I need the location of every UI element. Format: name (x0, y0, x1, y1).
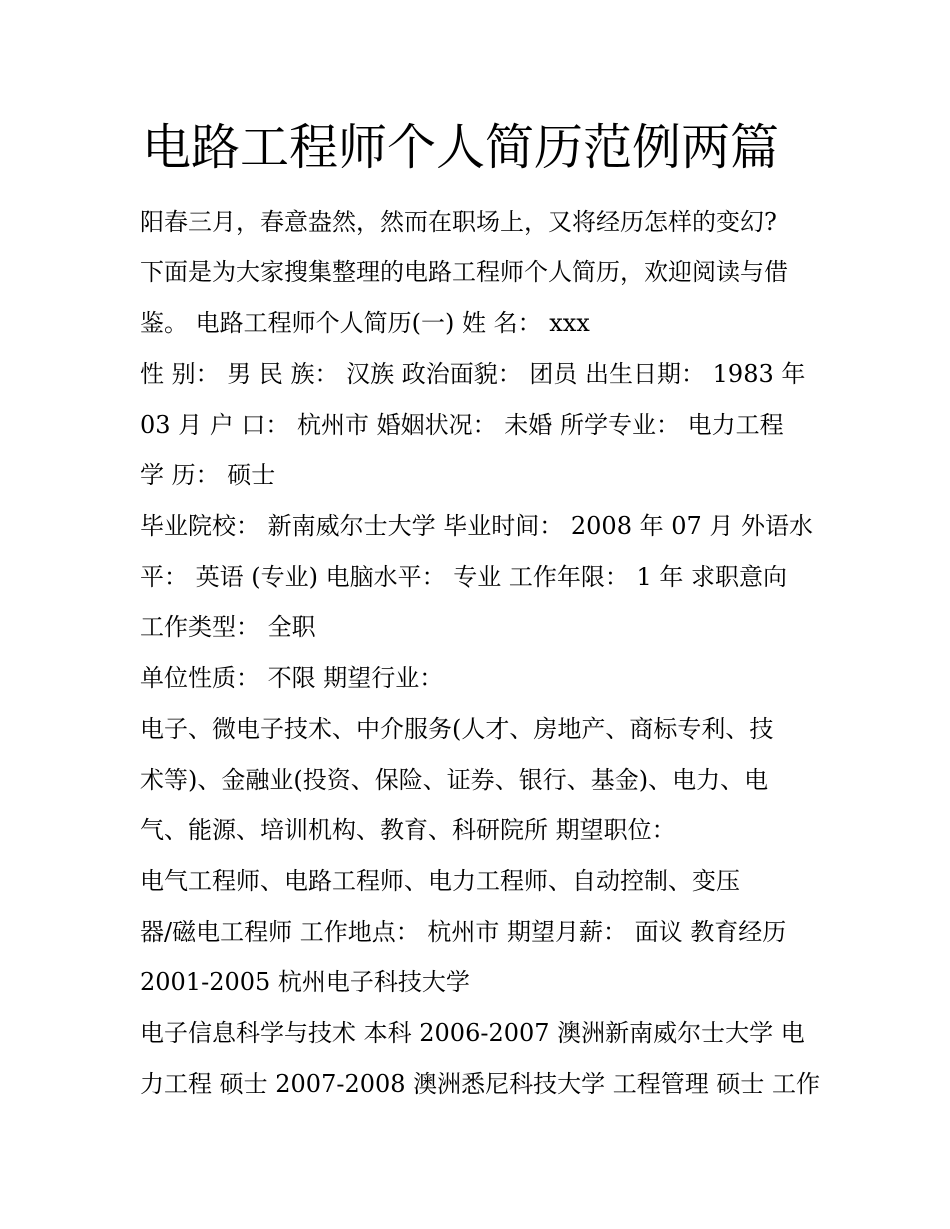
body-line: 术等)、金融业(投资、保险、证券、银行、基金)、电力、电 (140, 766, 769, 794)
body-line: 学 历： 硕士 (140, 461, 276, 489)
body-line: 力工程 硕士 2007-2008 澳洲悉尼科技大学 工程管理 硕士 工作 (140, 1070, 821, 1098)
body-line: 电气工程师、电路工程师、电力工程师、自动控制、变压 (140, 867, 740, 895)
body-line: 气、能源、培训机构、教育、科研院所 期望职位： (140, 816, 676, 844)
document-title: 电路工程师个人简历范例两篇 (142, 119, 780, 176)
body-line: 鉴。 电路工程师个人简历(一) 姓 名： xxx (140, 309, 590, 337)
body-line: 下面是为大家搜集整理的电路工程师个人简历，欢迎阅读与借 (140, 258, 788, 286)
body-line: 毕业院校： 新南威尔士大学 毕业时间： 2008 年 07 月 外语水 (140, 512, 814, 540)
body-line: 2001-2005 杭州电子科技大学 (140, 968, 470, 996)
body-line: 单位性质： 不限 期望行业： (140, 664, 444, 692)
body-line: 工作类型： 全职 (140, 613, 316, 641)
body-line: 平： 英语 (专业) 电脑水平： 专业 工作年限： 1 年 求职意向 (140, 563, 788, 591)
body-line: 阳春三月，春意盎然，然而在职场上，又将经历怎样的变幻? (140, 208, 777, 236)
body-line: 器/磁电工程师 工作地点： 杭州市 期望月薪： 面议 教育经历 (140, 918, 787, 946)
body-line: 性 别： 男 民 族： 汉族 政治面貌： 团员 出生日期： 1983 年 (140, 360, 806, 388)
body-line: 电子信息科学与技术 本科 2006-2007 澳洲新南威尔士大学 电 (140, 1019, 805, 1047)
body-line: 电子、微电子技术、中介服务(人才、房地产、商标专利、技 (140, 715, 774, 743)
body-line: 03 月 户 口： 杭州市 婚姻状况： 未婚 所学专业： 电力工程 (140, 411, 784, 439)
